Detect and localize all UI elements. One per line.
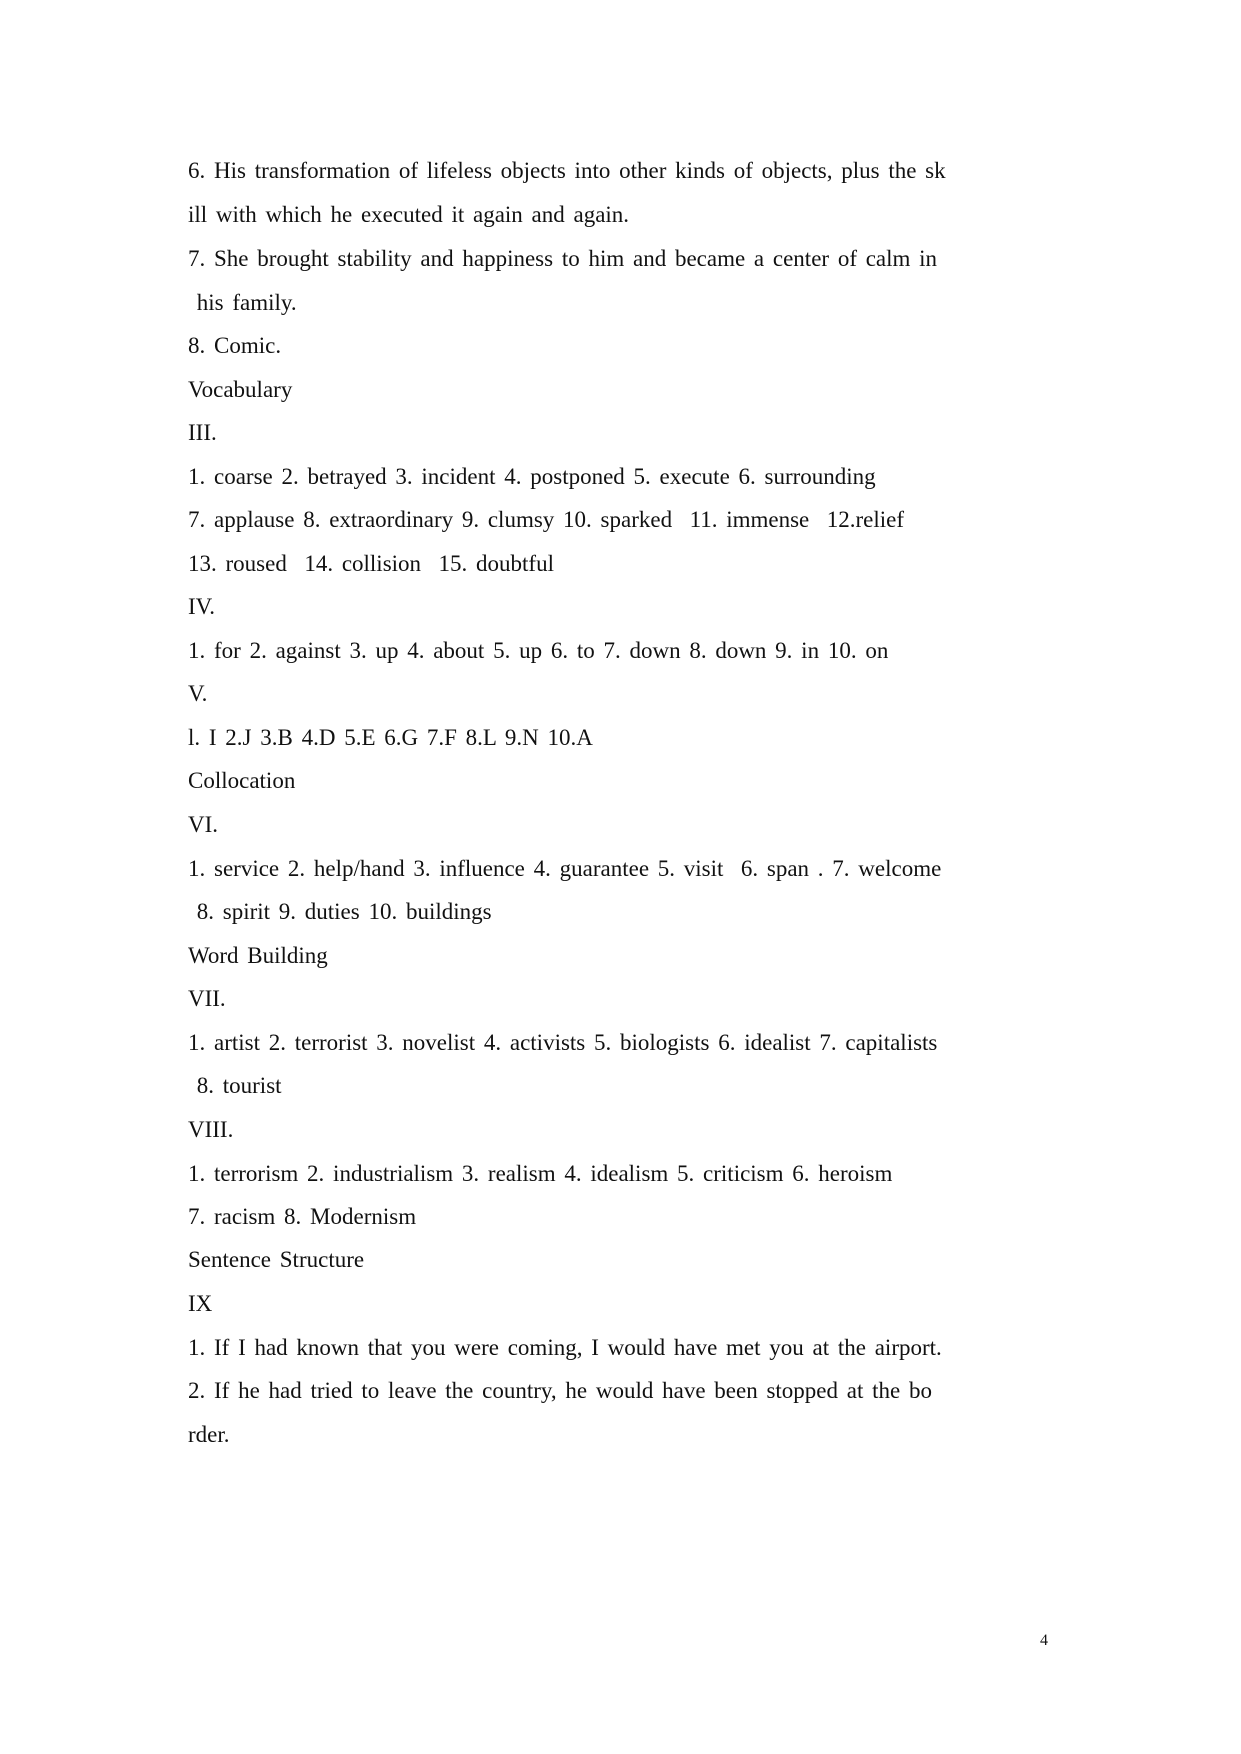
text-line: l. I 2.J 3.B 4.D 5.E 6.G 7.F 8.L 9.N 10.A bbox=[188, 725, 593, 750]
text-line: 8. tourist bbox=[188, 1073, 282, 1098]
text-line: ill with which he executed it again and again. bbox=[188, 202, 630, 227]
text-line: 13. roused 14. collision 15. doubtful bbox=[188, 551, 554, 576]
text-line: 1. coarse 2. betrayed 3. incident 4. postponed 5. execute 6. surrounding bbox=[188, 464, 876, 489]
page-number: 4 bbox=[1040, 1632, 1048, 1649]
text-line: 8. spirit 9. duties 10. buildings bbox=[188, 899, 492, 924]
exercise-number: V. bbox=[188, 681, 208, 706]
text-line: 7. applause 8. extraordinary 9. clumsy 10. sparked 11. immense 12.relief bbox=[188, 507, 905, 532]
exercise-number: IV. bbox=[188, 594, 216, 619]
text-line: 1. artist 2. terrorist 3. novelist 4. activists 5. biologists 6. idealist 7. capitalists bbox=[188, 1030, 938, 1055]
exercise-number: VI. bbox=[188, 812, 219, 837]
section-heading: Sentence Structure bbox=[188, 1247, 365, 1272]
text-line: 7. racism 8. Modernism bbox=[188, 1204, 417, 1229]
section-heading: Word Building bbox=[188, 943, 328, 968]
exercise-number: III. bbox=[188, 420, 217, 445]
text-line: his family. bbox=[188, 290, 297, 315]
text-line: 2. If he had tried to leave the country, he would have been stopped at the bo bbox=[188, 1378, 932, 1403]
text-line: 1. If I had known that you were coming, I would have met you at the airport. bbox=[188, 1335, 942, 1360]
text-line: 1. terrorism 2. industrialism 3. realism 4. idealism 5. criticism 6. heroism bbox=[188, 1161, 893, 1186]
text-line: 1. service 2. help/hand 3. influence 4. guarantee 5. visit 6. span . 7. welcome bbox=[188, 856, 942, 881]
text-line: 8. Comic. bbox=[188, 333, 282, 358]
text-line: 1. for 2. against 3. up 4. about 5. up 6. to 7. down 8. down 9. in 10. on bbox=[188, 638, 889, 663]
text-line: 7. She brought stability and happiness to him and became a center of calm in bbox=[188, 246, 938, 271]
exercise-number: VIII. bbox=[188, 1117, 234, 1142]
text-line: 6. His transformation of lifeless objects into other kinds of objects, plus the sk bbox=[188, 158, 946, 183]
section-heading: Vocabulary bbox=[188, 377, 293, 402]
text-line: rder. bbox=[188, 1422, 230, 1447]
exercise-number: VII. bbox=[188, 986, 226, 1011]
section-heading: Collocation bbox=[188, 768, 296, 793]
exercise-number: IX bbox=[188, 1291, 213, 1316]
